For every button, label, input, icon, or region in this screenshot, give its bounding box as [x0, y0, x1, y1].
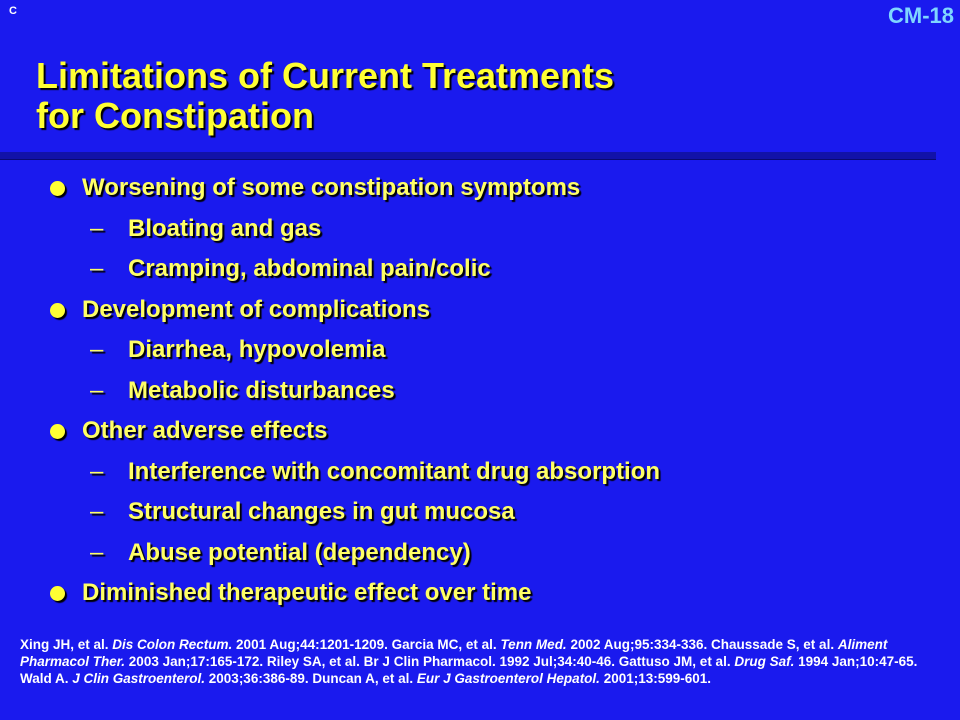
bullet-dot-icon — [50, 303, 65, 318]
bullet-list — [0, 168, 960, 614]
title-divider — [0, 152, 936, 160]
sub-bullet-item — [0, 371, 960, 412]
bullet-text: Interference with concomitant drug absorption — [128, 457, 661, 485]
bullet-text: Diarrhea, hypovolemia — [128, 336, 386, 363]
bullet-dot-icon — [50, 181, 65, 196]
bullet-text: Development of complications — [82, 295, 431, 323]
slide-title-line-1: Limitations of Current Treatments — [36, 55, 615, 96]
dash-icon: – — [90, 498, 104, 525]
reference-journal: Tenn Med. — [500, 637, 567, 652]
reference-text: 2001 Aug;44:1201-1209. Garcia MC, et al. — [232, 637, 501, 652]
sub-bullet-item — [0, 209, 960, 250]
dash-icon: – — [90, 214, 104, 242]
bullet-text: Cramping, abdominal pain/colic — [128, 255, 491, 282]
dash-icon: – — [90, 336, 104, 363]
bullet-text: Other adverse effects — [82, 417, 328, 444]
sub-bullet-item — [0, 533, 960, 574]
reference-journal: J Clin Gastroenterol. — [72, 671, 206, 686]
reference-journal: Eur J Gastroenterol Hepatol. — [416, 671, 600, 686]
dash-icon: – — [90, 457, 104, 485]
reference-journal: Drug Saf. — [734, 654, 795, 669]
dash-icon: – — [90, 538, 104, 566]
reference-text: 2003;36:386-89. Duncan A, et al. — [205, 671, 417, 686]
bullet-item — [0, 290, 960, 331]
slide-number: CM-18 — [887, 3, 954, 28]
bullet-text: Worsening of some constipation symptoms — [82, 174, 581, 201]
slide-title — [36, 56, 916, 136]
reference-text: 2002 Aug;95:334-336. Chaussade S, et al. — [566, 637, 838, 652]
reference-text: Xing JH, et al. — [20, 637, 113, 652]
dash-icon: – — [90, 255, 104, 282]
bullet-text: Diminished therapeutic effect over time — [82, 579, 532, 606]
sub-bullet-item — [0, 249, 960, 290]
reference-text: 2003 Jan;17:165-172. Riley SA, et al. Br J Clin Pharmacol. 1992 Jul;34:40-46. Gattuso JM, et al. — [125, 654, 735, 669]
bullet-dot-icon — [50, 424, 65, 439]
sub-bullet-item — [0, 492, 960, 533]
bullet-text: Abuse potential (dependency) — [128, 538, 471, 566]
dash-icon: – — [90, 376, 104, 404]
bullet-dot-icon — [50, 586, 65, 601]
sub-bullet-item — [0, 452, 960, 493]
bullet-item — [0, 573, 960, 614]
sub-bullet-item — [0, 330, 960, 371]
corner-mark: C — [9, 5, 17, 17]
bullet-item — [0, 411, 960, 452]
slide-title-line-2: for Constipation — [36, 95, 314, 136]
bullet-text: Bloating and gas — [128, 214, 322, 242]
reference-text: 2001;13:599-601. — [599, 671, 712, 686]
references — [20, 636, 945, 687]
reference-journal: Dis Colon Rectum. — [112, 637, 233, 652]
bullet-item — [0, 168, 960, 209]
bullet-text: Metabolic disturbances — [128, 376, 395, 404]
reference-text: 1994 Jan;10:47-65. Wald A. — [20, 654, 918, 686]
reference-journal: Aliment Pharmacol Ther. — [20, 637, 888, 669]
bullet-text: Structural changes in gut mucosa — [128, 498, 515, 525]
